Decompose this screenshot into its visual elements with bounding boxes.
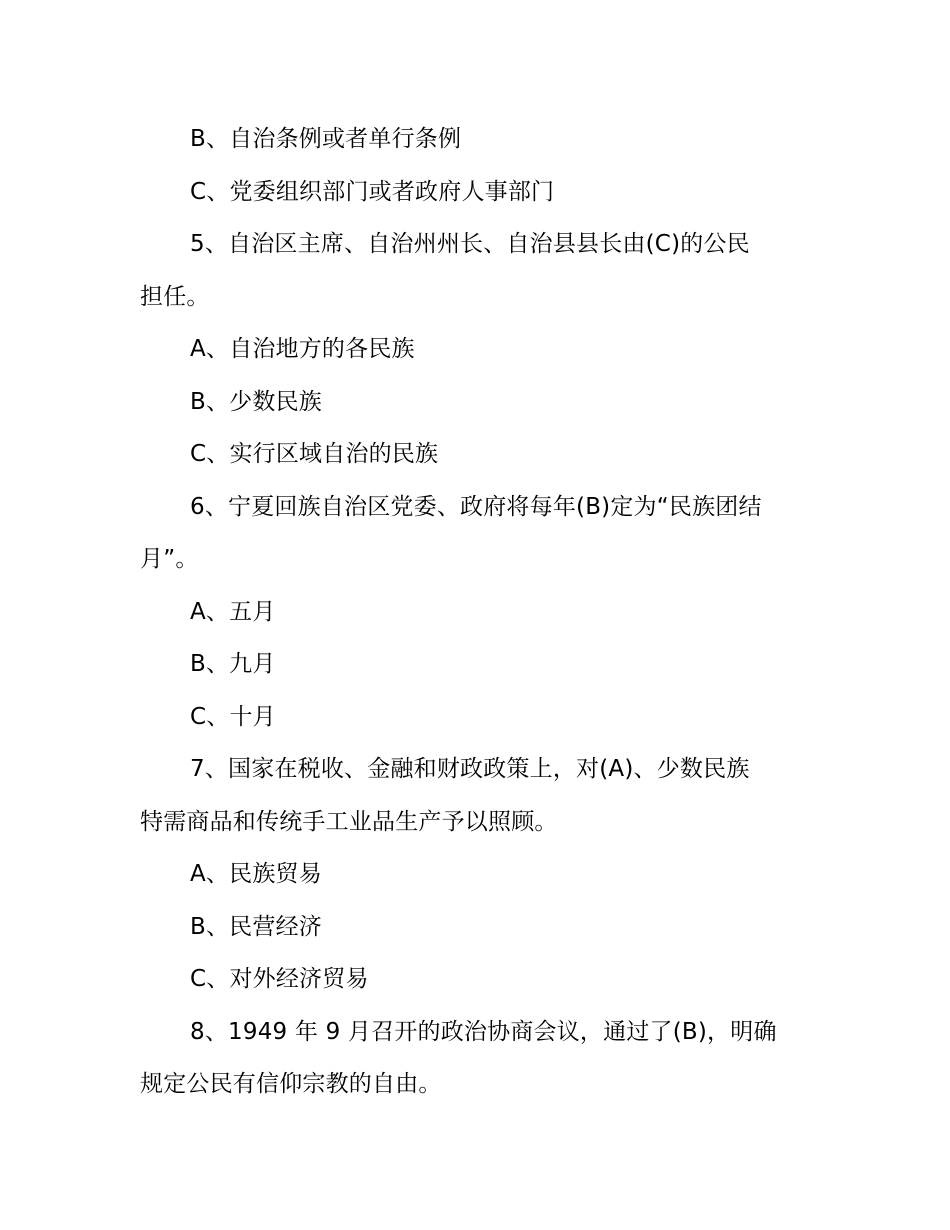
question-8-line-2: 规定公民有信仰宗教的自由。: [140, 1071, 442, 1097]
question-5-line-2: 担任。: [140, 283, 210, 310]
option-b-q5: B、少数民族: [190, 388, 322, 415]
question-8-line-1: 8、1949 年 9 月召开的政治协商会议，通过了(B)，明确: [190, 1018, 777, 1045]
question-7-line-1: 7、国家在税收、金融和财政政策上，对(A)、少数民族: [190, 756, 750, 782]
question-7-line-2: 特需商品和传统手工业品生产予以照顾。: [140, 808, 558, 835]
option-b-q6: B、九月: [190, 651, 276, 677]
option-c-q4: C、党委组织部门或者政府人事部门: [190, 178, 555, 205]
question-6-line-2: 月”。: [140, 546, 199, 572]
option-a-q7: A、民族贸易: [190, 861, 322, 887]
option-b-q7: B、民营经济: [190, 913, 322, 940]
question-5-line-1: 5、自治区主席、自治州州长、自治县县长由(C)的公民: [190, 231, 750, 257]
option-c-q6: C、十月: [190, 703, 276, 730]
option-b-q4: B、自治条例或者单行条例: [190, 126, 462, 152]
option-c-q5: C、实行区域自治的民族: [190, 441, 439, 467]
option-c-q7: C、对外经济贸易: [190, 966, 369, 992]
document-body: [140, 113, 812, 1111]
option-a-q6: A、五月: [190, 598, 276, 625]
option-a-q5: A、自治地方的各民族: [190, 336, 415, 362]
question-6-line-1: 6、宁夏回族自治区党委、政府将每年(B)定为“民族团结: [190, 493, 762, 520]
